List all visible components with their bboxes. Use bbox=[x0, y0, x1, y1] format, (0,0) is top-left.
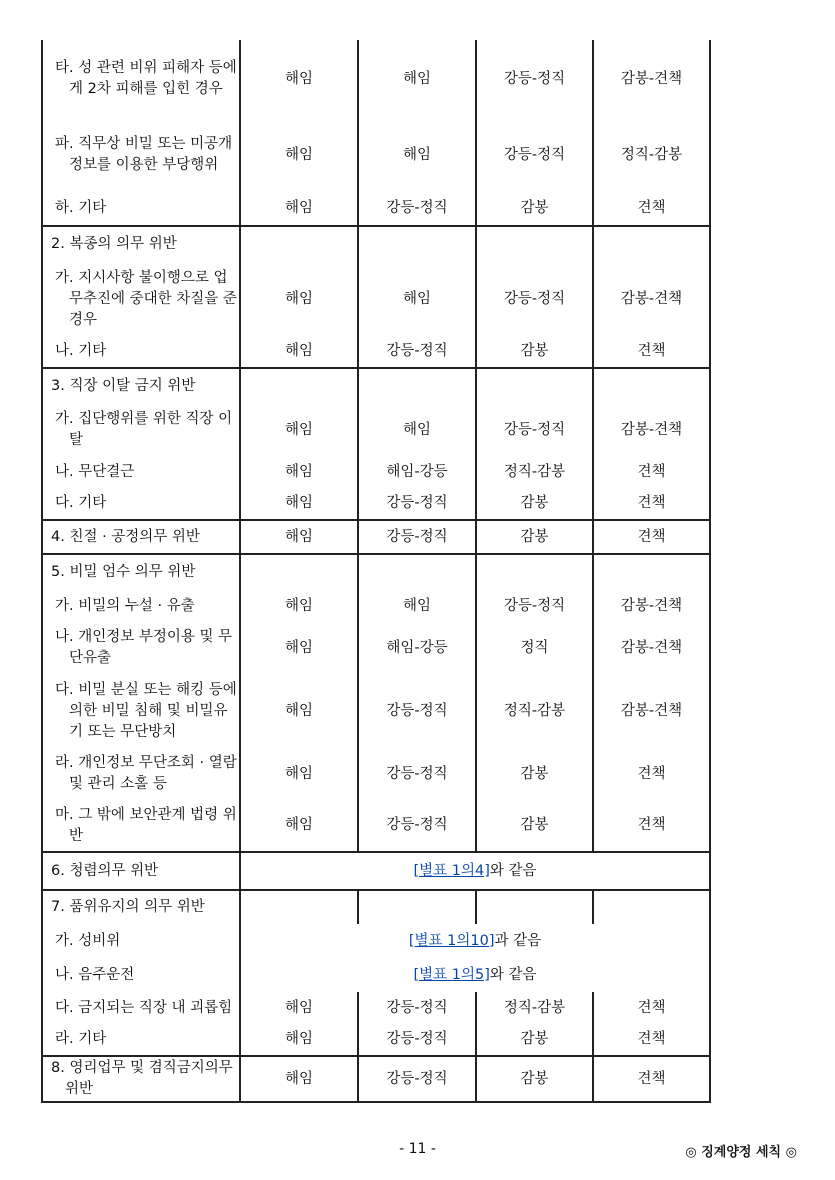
violation-label-text: 하. 기타 bbox=[55, 200, 107, 216]
penalty-cell: 감봉 bbox=[476, 192, 593, 226]
penalty-cell: 강등-정직 bbox=[476, 404, 593, 456]
penalty-cell: 강등-정직 bbox=[358, 1024, 476, 1056]
penalty-cell: 강등-정직 bbox=[358, 336, 476, 368]
penalty-cell: 해임 bbox=[358, 118, 476, 192]
penalty-cell: 강등-정직 bbox=[358, 674, 476, 748]
table-row bbox=[42, 404, 710, 456]
violation-label bbox=[42, 1056, 240, 1102]
penalty-cell: 감봉 bbox=[476, 748, 593, 800]
empty-cell bbox=[593, 890, 710, 924]
penalty-cell: 감봉-견책 bbox=[593, 622, 710, 674]
same-as-text: 와 같음 bbox=[489, 966, 537, 983]
empty-cell bbox=[476, 368, 593, 404]
penalty-cell: 해임 bbox=[240, 800, 358, 852]
table-row bbox=[42, 890, 710, 924]
penalty-cell: 견책 bbox=[593, 336, 710, 368]
violation-label bbox=[42, 1024, 240, 1056]
penalty-cell: 강등-정직 bbox=[476, 118, 593, 192]
same-as-text: 과 같음 bbox=[494, 932, 542, 949]
table-row bbox=[42, 456, 710, 488]
penalty-cell: 해임 bbox=[358, 590, 476, 622]
violation-label-text: 라. 개인정보 무단조회 · 열람 및 관리 소홀 등 bbox=[55, 755, 237, 792]
penalty-cell: 강등-정직 bbox=[358, 992, 476, 1024]
penalty-cell: 해임 bbox=[358, 40, 476, 118]
penalty-cell: 해임-강등 bbox=[358, 456, 476, 488]
violation-label bbox=[42, 456, 240, 488]
penalty-cell: 정직-감봉 bbox=[476, 992, 593, 1024]
empty-cell bbox=[476, 226, 593, 262]
violation-label-text: 나. 음주운전 bbox=[55, 966, 135, 983]
violation-label-text: 가. 지시사항 불이행으로 업무추진에 중대한 차질을 준 경우 bbox=[55, 269, 237, 328]
penalty-cell: 정직 bbox=[476, 622, 593, 674]
empty-cell bbox=[358, 890, 476, 924]
violation-label-text: 나. 무단결근 bbox=[55, 463, 135, 480]
penalty-cell: 해임 bbox=[240, 1056, 358, 1102]
penalty-cell: 강등-정직 bbox=[358, 520, 476, 554]
penalty-cell: 강등-정직 bbox=[358, 488, 476, 520]
discipline-table bbox=[41, 40, 711, 1103]
table-row bbox=[42, 800, 710, 852]
penalty-cell: 해임 bbox=[240, 748, 358, 800]
penalty-cell: 강등-정직 bbox=[358, 800, 476, 852]
violation-label bbox=[42, 40, 240, 118]
table-row bbox=[42, 226, 710, 262]
penalty-cell: 해임 bbox=[240, 192, 358, 226]
penalty-cell: 감봉-견책 bbox=[593, 404, 710, 456]
penalty-cell: 감봉-견책 bbox=[593, 674, 710, 748]
same-as-cell bbox=[240, 852, 710, 890]
empty-cell bbox=[593, 368, 710, 404]
violation-label-text: 나. 개인정보 부정이용 및 무단유출 bbox=[55, 629, 233, 666]
violation-label bbox=[42, 404, 240, 456]
violation-label-text: 가. 성비위 bbox=[55, 932, 121, 949]
penalty-cell: 해임 bbox=[240, 336, 358, 368]
violation-label bbox=[42, 992, 240, 1024]
violation-label-text: 가. 비밀의 누설 · 유출 bbox=[55, 597, 195, 614]
appendix-link[interactable]: [별표 1의10] bbox=[408, 932, 495, 949]
violation-label-text: 3. 직장 이탈 금지 위반 bbox=[51, 378, 196, 394]
table-row bbox=[42, 992, 710, 1024]
penalty-cell: 강등-정직 bbox=[358, 1056, 476, 1102]
appendix-link[interactable]: [별표 1의5] bbox=[413, 966, 490, 983]
empty-cell bbox=[476, 554, 593, 590]
violation-label-text: 타. 성 관련 비위 피해자 등에게 2차 피해를 입힌 경우 bbox=[55, 60, 237, 97]
penalty-cell: 감봉 bbox=[476, 336, 593, 368]
violation-label bbox=[42, 748, 240, 800]
penalty-cell: 해임 bbox=[240, 118, 358, 192]
penalty-cell: 정직-감봉 bbox=[476, 456, 593, 488]
penalty-cell: 견책 bbox=[593, 488, 710, 520]
penalty-cell: 견책 bbox=[593, 992, 710, 1024]
penalty-cell: 해임-강등 bbox=[358, 622, 476, 674]
penalty-cell: 견책 bbox=[593, 800, 710, 852]
violation-label bbox=[42, 924, 240, 958]
violation-label bbox=[42, 554, 240, 590]
table-row bbox=[42, 852, 710, 890]
table-row bbox=[42, 748, 710, 800]
violation-label bbox=[42, 852, 240, 890]
penalty-cell: 견책 bbox=[593, 748, 710, 800]
violation-label-text: 마. 그 밖에 보안관계 법령 위반 bbox=[55, 806, 237, 844]
violation-label-text: 5. 비밀 엄수 의무 위반 bbox=[51, 564, 196, 580]
penalty-cell: 해임 bbox=[358, 404, 476, 456]
same-as-cell bbox=[240, 958, 710, 992]
violation-label-text: 나. 기타 bbox=[55, 343, 107, 359]
penalty-cell: 해임 bbox=[240, 1024, 358, 1056]
table-row bbox=[42, 262, 710, 336]
table-row bbox=[42, 1024, 710, 1056]
violation-label-text: 다. 금지되는 직장 내 괴롭힘 bbox=[55, 999, 233, 1016]
penalty-cell: 강등-정직 bbox=[476, 40, 593, 118]
table-row bbox=[42, 368, 710, 404]
violation-label-text: 2. 복종의 의무 위반 bbox=[51, 236, 177, 252]
empty-cell bbox=[240, 554, 358, 590]
table-row bbox=[42, 958, 710, 992]
empty-cell bbox=[240, 890, 358, 924]
empty-cell bbox=[476, 890, 593, 924]
penalty-cell: 견책 bbox=[593, 520, 710, 554]
violation-label bbox=[42, 262, 240, 336]
penalty-cell: 강등-정직 bbox=[358, 748, 476, 800]
violation-label-text: 다. 기타 bbox=[55, 495, 107, 511]
penalty-cell: 견책 bbox=[593, 192, 710, 226]
appendix-link[interactable]: [별표 1의4] bbox=[413, 862, 490, 879]
penalty-cell: 견책 bbox=[593, 456, 710, 488]
penalty-cell: 해임 bbox=[240, 456, 358, 488]
violation-label bbox=[42, 368, 240, 404]
table-row bbox=[42, 118, 710, 192]
penalty-cell: 해임 bbox=[240, 674, 358, 748]
penalty-cell: 감봉-견책 bbox=[593, 40, 710, 118]
penalty-cell: 해임 bbox=[240, 40, 358, 118]
penalty-cell: 감봉-견책 bbox=[593, 590, 710, 622]
empty-cell bbox=[240, 226, 358, 262]
violation-label bbox=[42, 520, 240, 554]
violation-label-text: 라. 기타 bbox=[55, 1031, 107, 1047]
violation-label-text: 7. 품위유지의 의무 위반 bbox=[51, 899, 205, 915]
table-row bbox=[42, 924, 710, 958]
violation-label bbox=[42, 890, 240, 924]
violation-label bbox=[42, 488, 240, 520]
table-row bbox=[42, 622, 710, 674]
penalty-cell: 해임 bbox=[240, 404, 358, 456]
violation-label bbox=[42, 336, 240, 368]
violation-label bbox=[42, 674, 240, 748]
table-row bbox=[42, 1056, 710, 1102]
same-as-cell bbox=[240, 924, 710, 958]
penalty-cell: 견책 bbox=[593, 1024, 710, 1056]
penalty-cell: 정직-감봉 bbox=[476, 674, 593, 748]
violation-label-text: 8. 영리업무 및 겸직금지의무 위반 bbox=[51, 1060, 233, 1097]
violation-label bbox=[42, 226, 240, 262]
empty-cell bbox=[358, 554, 476, 590]
penalty-cell: 견책 bbox=[593, 1056, 710, 1102]
penalty-cell: 감봉 bbox=[476, 1024, 593, 1056]
table-row bbox=[42, 590, 710, 622]
table-row bbox=[42, 192, 710, 226]
violation-label-text: 파. 직무상 비밀 또는 미공개정보를 이용한 부당행위 bbox=[55, 136, 233, 173]
violation-label bbox=[42, 590, 240, 622]
violation-label bbox=[42, 800, 240, 852]
violation-label-text: 4. 친절 · 공정의무 위반 bbox=[51, 528, 200, 545]
table-row bbox=[42, 336, 710, 368]
penalty-cell: 해임 bbox=[240, 520, 358, 554]
penalty-cell: 해임 bbox=[240, 992, 358, 1024]
violation-label-text: 6. 청렴의무 위반 bbox=[51, 862, 159, 879]
violation-label bbox=[42, 958, 240, 992]
table-row bbox=[42, 674, 710, 748]
penalty-cell: 해임 bbox=[240, 622, 358, 674]
same-as-text: 와 같음 bbox=[489, 862, 537, 879]
page-number: - 11 - bbox=[399, 1141, 436, 1157]
table-row bbox=[42, 520, 710, 554]
empty-cell bbox=[593, 226, 710, 262]
empty-cell bbox=[358, 368, 476, 404]
penalty-cell: 감봉 bbox=[476, 520, 593, 554]
violation-label bbox=[42, 118, 240, 192]
empty-cell bbox=[240, 368, 358, 404]
empty-cell bbox=[358, 226, 476, 262]
table-row bbox=[42, 488, 710, 520]
penalty-cell: 해임 bbox=[358, 262, 476, 336]
penalty-cell: 감봉 bbox=[476, 1056, 593, 1102]
penalty-cell: 해임 bbox=[240, 262, 358, 336]
penalty-cell: 해임 bbox=[240, 488, 358, 520]
penalty-cell: 강등-정직 bbox=[358, 192, 476, 226]
penalty-cell: 감봉 bbox=[476, 800, 593, 852]
penalty-cell: 강등-정직 bbox=[476, 590, 593, 622]
penalty-cell: 강등-정직 bbox=[476, 262, 593, 336]
penalty-cell: 해임 bbox=[240, 590, 358, 622]
violation-label-text: 가. 집단행위를 위한 직장 이탈 bbox=[55, 411, 233, 448]
document-title-footer: ◎ 징계양정 세칙 ◎ bbox=[685, 1145, 797, 1160]
penalty-cell: 감봉 bbox=[476, 488, 593, 520]
table-row bbox=[42, 40, 710, 118]
violation-label bbox=[42, 622, 240, 674]
penalty-cell: 정직-감봉 bbox=[593, 118, 710, 192]
violation-label-text: 다. 비밀 분실 또는 해킹 등에 의한 비밀 침해 및 비밀유기 또는 무단방치 bbox=[55, 681, 237, 740]
violation-label bbox=[42, 192, 240, 226]
penalty-cell: 감봉-견책 bbox=[593, 262, 710, 336]
empty-cell bbox=[593, 554, 710, 590]
table-row bbox=[42, 554, 710, 590]
